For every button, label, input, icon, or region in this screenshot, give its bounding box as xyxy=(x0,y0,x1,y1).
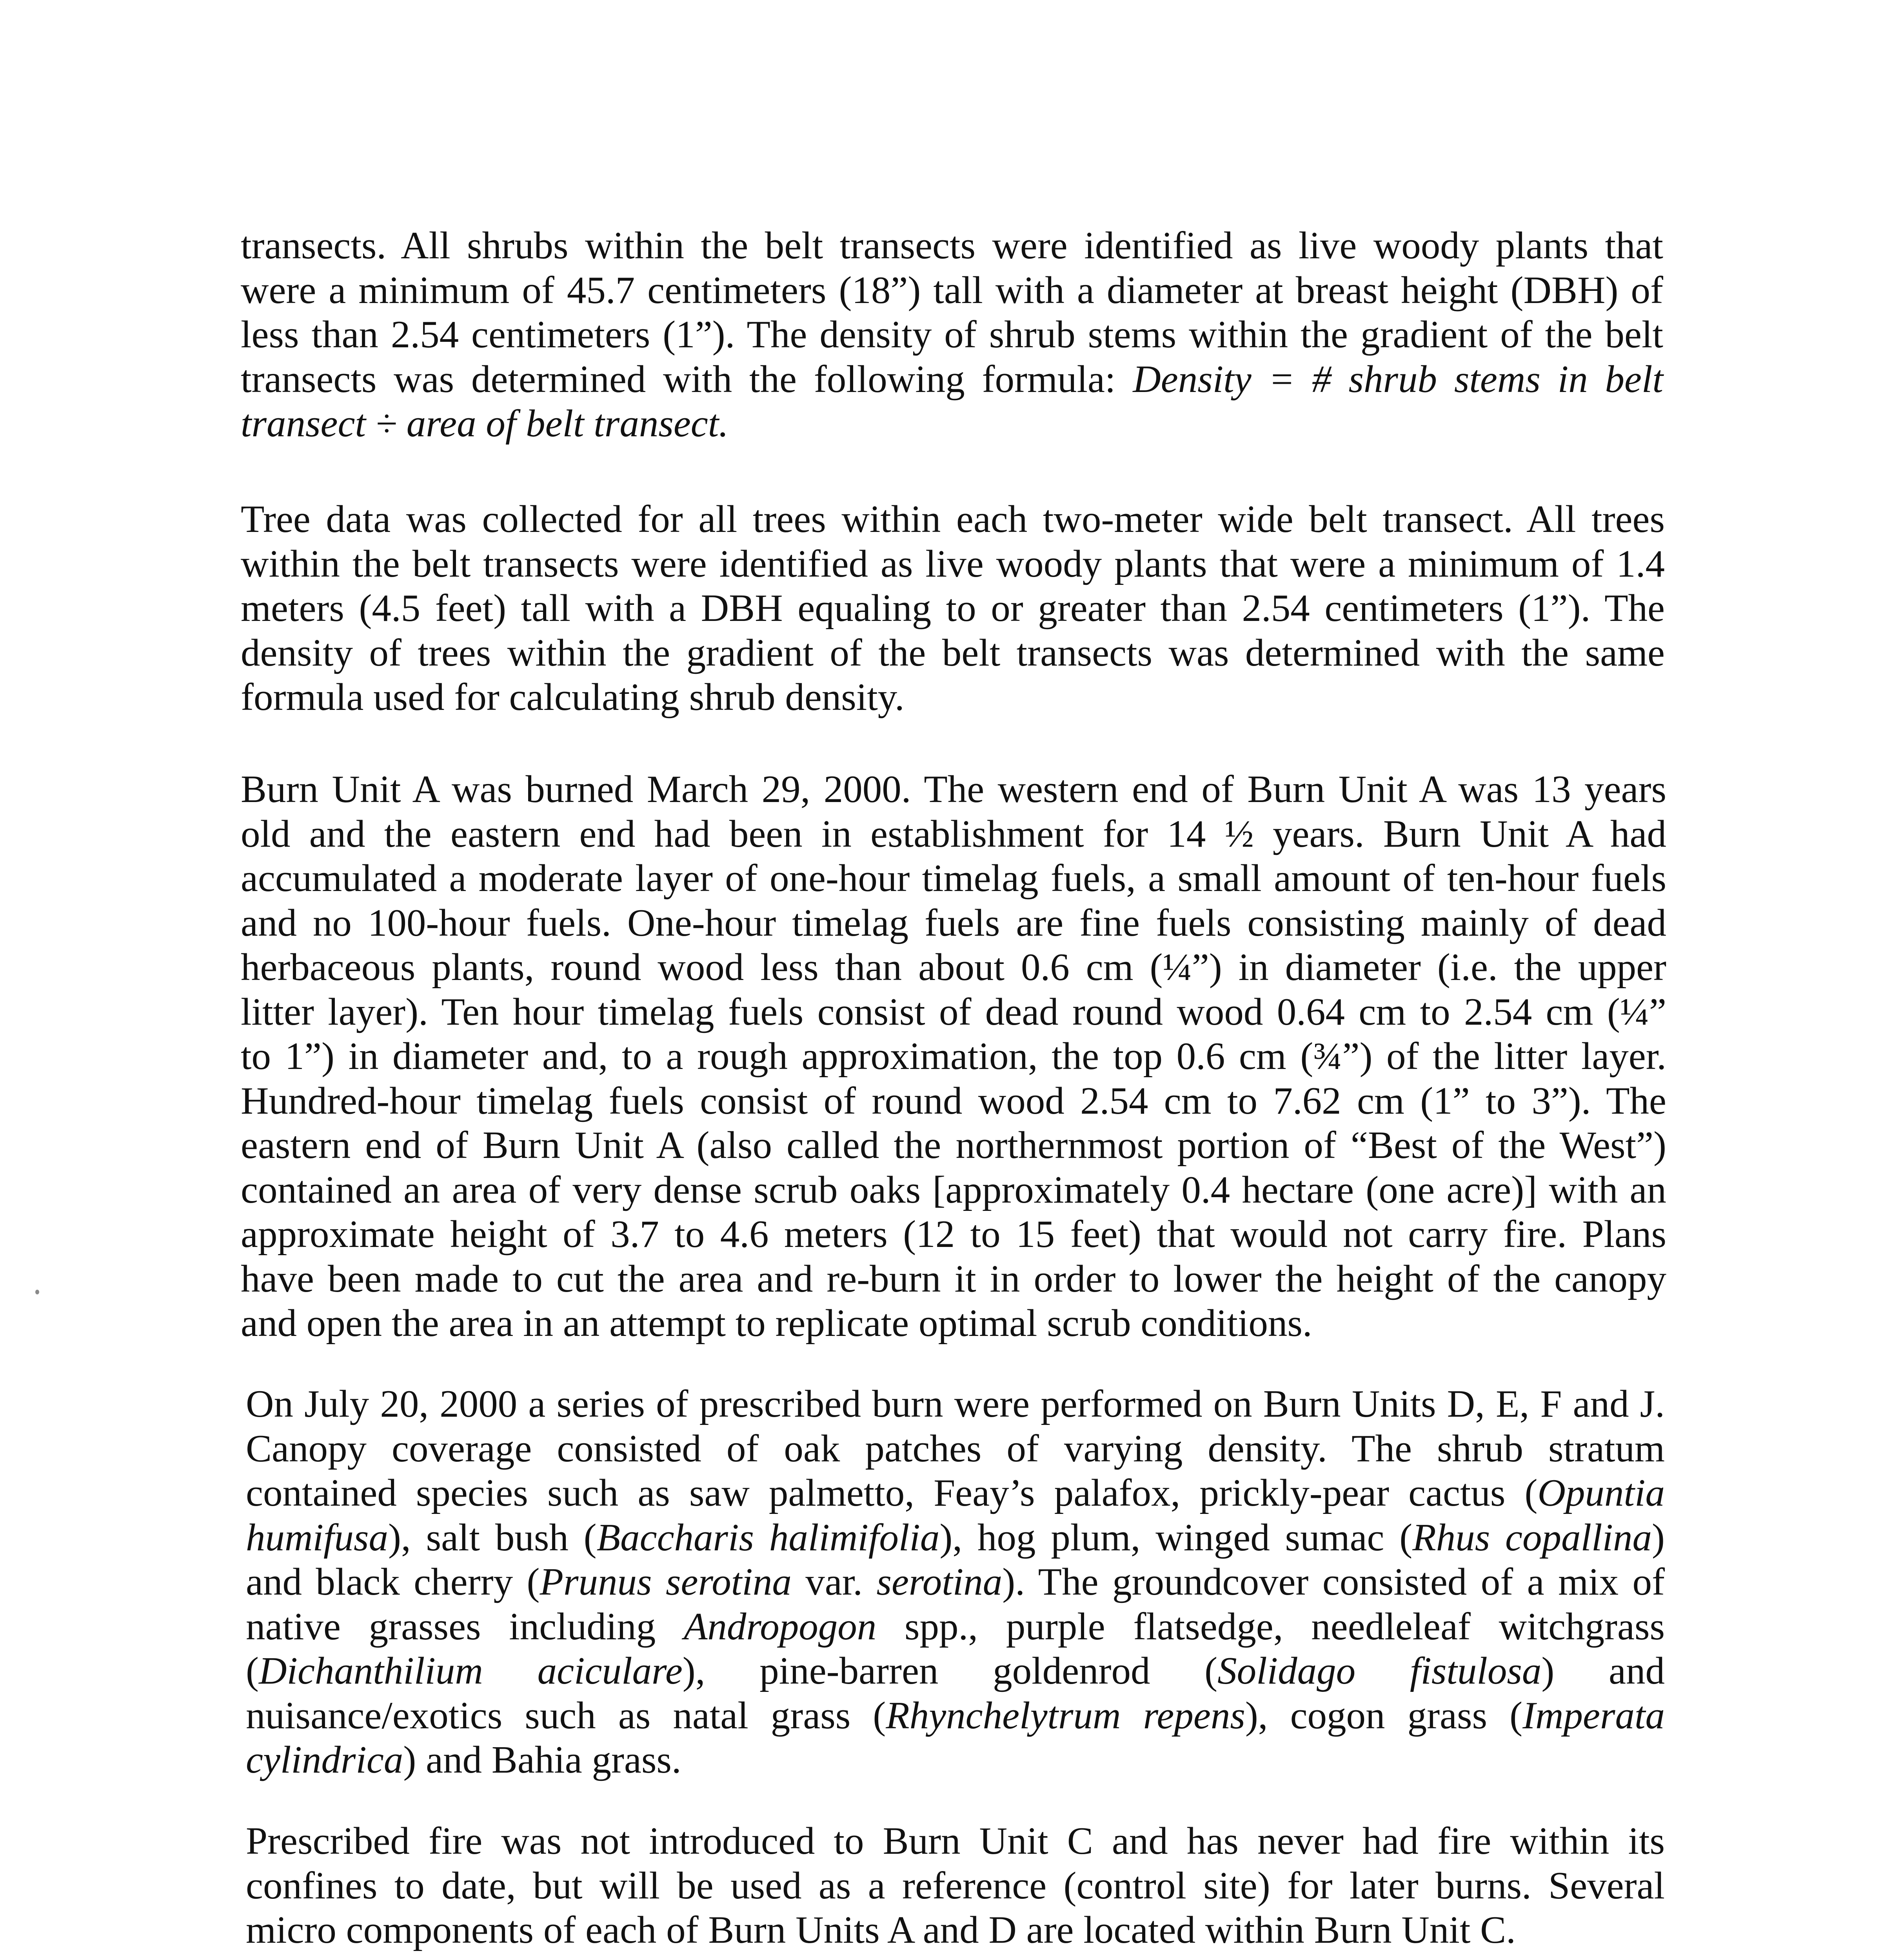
density-formula: Density = # shrub stems in belt xyxy=(1133,358,1663,401)
species-name: Prunus serotina xyxy=(540,1561,792,1603)
text-line: density of trees within the gradient of the belt transects was determined with the same xyxy=(241,631,1665,674)
species-name: Andropogon xyxy=(683,1605,877,1648)
species-name: Solidago fistulosa xyxy=(1217,1650,1542,1692)
text-line xyxy=(241,357,1663,402)
text-line: and open the area in an attempt to replicate optimal scrub conditions. xyxy=(241,1302,1312,1345)
text-line xyxy=(246,1693,1665,1738)
text-line: approximate height of 3.7 to 4.6 meters (12 to 15 feet) that would not carry fire. Plans xyxy=(241,1213,1666,1256)
text-segment: native grasses including xyxy=(246,1605,684,1648)
text-segment: ), cogon grass ( xyxy=(1245,1694,1523,1737)
text-line: less than 2.54 centimeters (1”). The density of shrub stems within the gradient of the belt xyxy=(241,313,1663,356)
species-name: humifusa xyxy=(246,1516,389,1559)
text-segment: contained species such as saw palmetto, Feay’s palafox, prickly-pear cactus ( xyxy=(246,1472,1538,1514)
text-line: formula used for calculating shrub density. xyxy=(241,676,905,719)
text-line: contained an area of very dense scrub oaks [approximately 0.4 hectare (one acre)] with an xyxy=(241,1168,1666,1211)
text-line: Prescribed fire was not introduced to Burn Unit C and has never had fire within its xyxy=(246,1820,1665,1862)
species-name: Opuntia xyxy=(1537,1472,1665,1514)
species-name: Rhynchelytrum repens xyxy=(886,1694,1245,1737)
text-line: transects. All shrubs within the belt transects were identified as live woody plants that xyxy=(241,224,1663,267)
paragraph-burn-unit-c xyxy=(246,1819,1665,1953)
scan-speck xyxy=(35,1290,39,1294)
text-line: Canopy coverage consisted of oak patches of varying density. The shrub stratum xyxy=(246,1427,1665,1470)
text-line xyxy=(246,1560,1665,1604)
paragraph-shrub-methods xyxy=(241,223,1663,446)
text-line: Burn Unit A was burned March 29, 2000. The western end of Burn Unit A was 13 years xyxy=(241,768,1666,811)
text-segment: var. xyxy=(791,1561,877,1603)
text-segment: ( xyxy=(246,1650,259,1692)
text-line: meters (4.5 feet) tall with a DBH equaling to or greater than 2.54 centimeters (1”). The xyxy=(241,587,1665,630)
density-formula-cont: transect ÷ area of belt transect. xyxy=(241,402,728,445)
text-segment: ) xyxy=(1652,1516,1665,1559)
text-line: litter layer). Ten hour timelag fuels consist of dead round wood 0.64 cm to 2.54 cm (¼” xyxy=(241,990,1666,1033)
text-line: to 1”) in diameter and, to a rough approximation, the top 0.6 cm (¾”) of the litter layer. xyxy=(241,1035,1666,1078)
text-segment: ), pine-barren goldenrod ( xyxy=(682,1650,1218,1692)
text-line: On July 20, 2000 a series of prescribed burn were performed on Burn Units D, E, F and J. xyxy=(246,1383,1665,1425)
text-line: Hundred-hour timelag fuels consist of round wood 2.54 cm to 7.62 cm (1” to 3”). The xyxy=(241,1079,1666,1122)
text-line: have been made to cut the area and re-burn it in order to lower the height of the canopy xyxy=(241,1257,1666,1300)
text-line: micro components of each of Burn Units A and D are located within Burn Unit C. xyxy=(246,1909,1516,1951)
paragraph-burn-unit-a xyxy=(241,767,1666,1346)
text-segment: and black cherry ( xyxy=(246,1561,540,1603)
species-name: Dichanthilium aciculare xyxy=(258,1650,683,1692)
text-line: herbaceous plants, round wood less than about 0.6 cm (¼”) in diameter (i.e. the upper xyxy=(241,946,1666,989)
text-segment: ), salt bush ( xyxy=(388,1516,597,1559)
text-segment: ). The groundcover consisted of a mix of xyxy=(1002,1561,1665,1603)
text-line: accumulated a moderate layer of one-hour timelag fuels, a small amount of ten-hour fuels xyxy=(241,857,1666,900)
species-name: Rhus copallina xyxy=(1412,1516,1652,1559)
text-line: confines to date, but will be used as a reference (control site) for later burns. Several xyxy=(246,1864,1665,1907)
paragraph-tree-methods xyxy=(241,497,1665,720)
species-name: cylindrica xyxy=(246,1739,403,1781)
text-line: within the belt transects were identified as live woody plants that were a minimum of 1.4 xyxy=(241,542,1665,585)
paragraph-july-burns xyxy=(246,1382,1665,1782)
text-line xyxy=(246,1515,1665,1560)
text-line xyxy=(241,401,1663,446)
text-line: old and the eastern end had been in establishment for 14 ½ years. Burn Unit A had xyxy=(241,812,1666,855)
species-name: Imperata xyxy=(1522,1694,1665,1737)
text-line xyxy=(246,1649,1665,1693)
text-segment: ) and Bahia grass. xyxy=(403,1739,681,1781)
text-segment: spp., purple flatsedge, needleleaf witchgrass xyxy=(876,1605,1665,1648)
text-segment: nuisance/exotics such as natal grass ( xyxy=(246,1694,886,1737)
text-segment: transects was determined with the following formula: xyxy=(241,358,1133,401)
text-line xyxy=(246,1604,1665,1649)
text-segment: ), hog plum, winged sumac ( xyxy=(939,1516,1413,1559)
species-name: serotina xyxy=(876,1561,1003,1603)
text-segment: ) and xyxy=(1541,1650,1665,1692)
text-line xyxy=(246,1471,1665,1515)
text-line xyxy=(246,1738,1665,1782)
species-name: Baccharis halimifolia xyxy=(596,1516,940,1559)
text-line: eastern end of Burn Unit A (also called the northernmost portion of “Best of the West”) xyxy=(241,1124,1666,1167)
text-line: were a minimum of 45.7 centimeters (18”) tall with a diameter at breast height (DBH) of xyxy=(241,269,1663,312)
text-line: and no 100-hour fuels. One-hour timelag fuels are fine fuels consisting mainly of dead xyxy=(241,901,1666,944)
text-line: Tree data was collected for all trees within each two-meter wide belt transect. All trees xyxy=(241,498,1665,541)
